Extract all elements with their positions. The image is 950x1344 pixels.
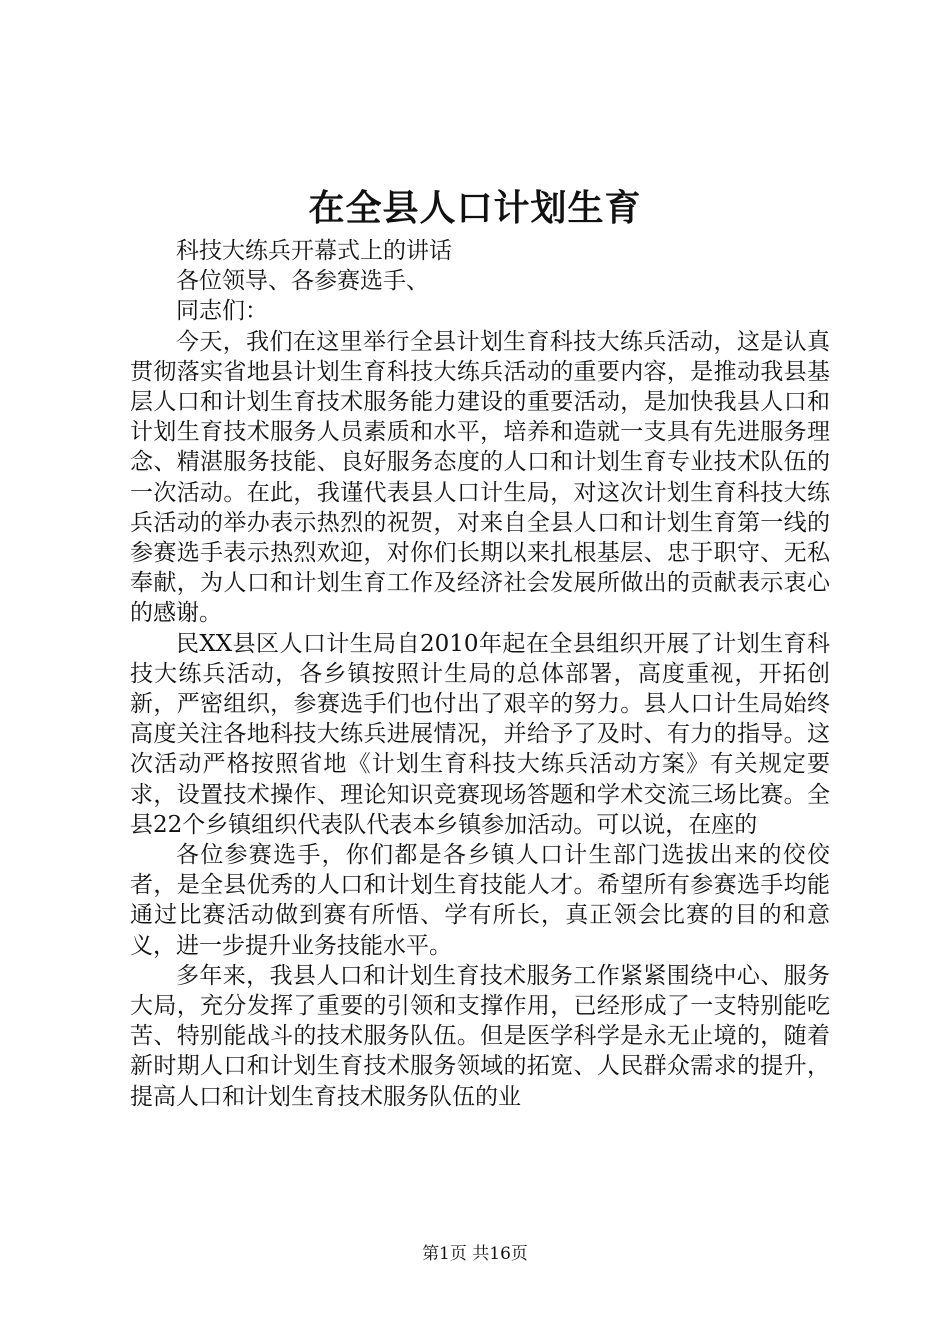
salutation-line-2: 同志们： bbox=[176, 298, 268, 325]
subtitle-line: 科技大练兵开幕式上的讲话 bbox=[176, 238, 452, 264]
body-paragraph: 多年来，我县人口和计划生育技术服务工作紧紧围绕中心、服务大局，充分发挥了重要的引领和支撑作用，已经形成了一支特别能吃苦、特别能战斗的技术服务队伍。但是医学科学是永无止境的，随着新时期人口和计划生育技术服务领域的拓宽、人民群众需求的提升，提高人口和计划生育技术服务队伍的业 bbox=[130, 962, 830, 1110]
salutation-line-1: 各位领导、各参赛选手、 bbox=[176, 268, 429, 295]
page-number: 第1页 共16页 bbox=[422, 1244, 528, 1264]
document-title: 在全县人口计划生育 bbox=[308, 187, 642, 229]
body-paragraph: 今天，我们在这里举行全县计划生育科技大练兵活动，这是认真贯彻落实省地县计划生育科技大练兵活动的重要内容，是推动我县基层人口和计划生育技术服务能力建设的重要活动，是加快我县人口和计划生育技术服务人员素质和水平，培养和造就一支具有先进服务理念、精湛服务技能、良好服务态度的人口和计划生育专业技术队伍的一次活动。在此，我谨代表县人口计生局，对这次计划生育科技大练兵活动的举办表示热烈的祝贺，对来自全县人口和计划生育第一线的参赛选手表示热烈欢迎，对你们长期以来扎根基层、忠于职守、无私奉献，为人口和计划生育工作及经济社会发展所做出的贡献表示衷心的感谢。 bbox=[130, 328, 830, 627]
body-paragraph: 各位参赛选手，你们都是各乡镇人口计生部门选拔出来的佼佼者，是全县优秀的人口和计划生育技能人才。希望所有参赛选手均能通过比赛活动做到赛有所悟、学有所长，真正领会比赛的目的和意义，进一步提升业务技能水平。 bbox=[130, 842, 830, 959]
document-body bbox=[130, 236, 830, 1112]
body-paragraph: 民XX县区人口计生局自2010年起在全县组织开展了计划生育科技大练兵活动，各乡镇按照计生局的总体部署，高度重视，开拓创新，严密组织，参赛选手们也付出了艰辛的努力。县人口计生局始终高度关注各地科技大练兵进展情况，并给予了及时、有力的指导。这次活动严格按照省地《计划生育科技大练兵活动方案》有关规定要求，设置技术操作、理论知识竞赛现场答题和学术交流三场比赛。全县22个乡镇组织代表队代表本乡镇参加活动。可以说，在座的 bbox=[130, 630, 830, 838]
